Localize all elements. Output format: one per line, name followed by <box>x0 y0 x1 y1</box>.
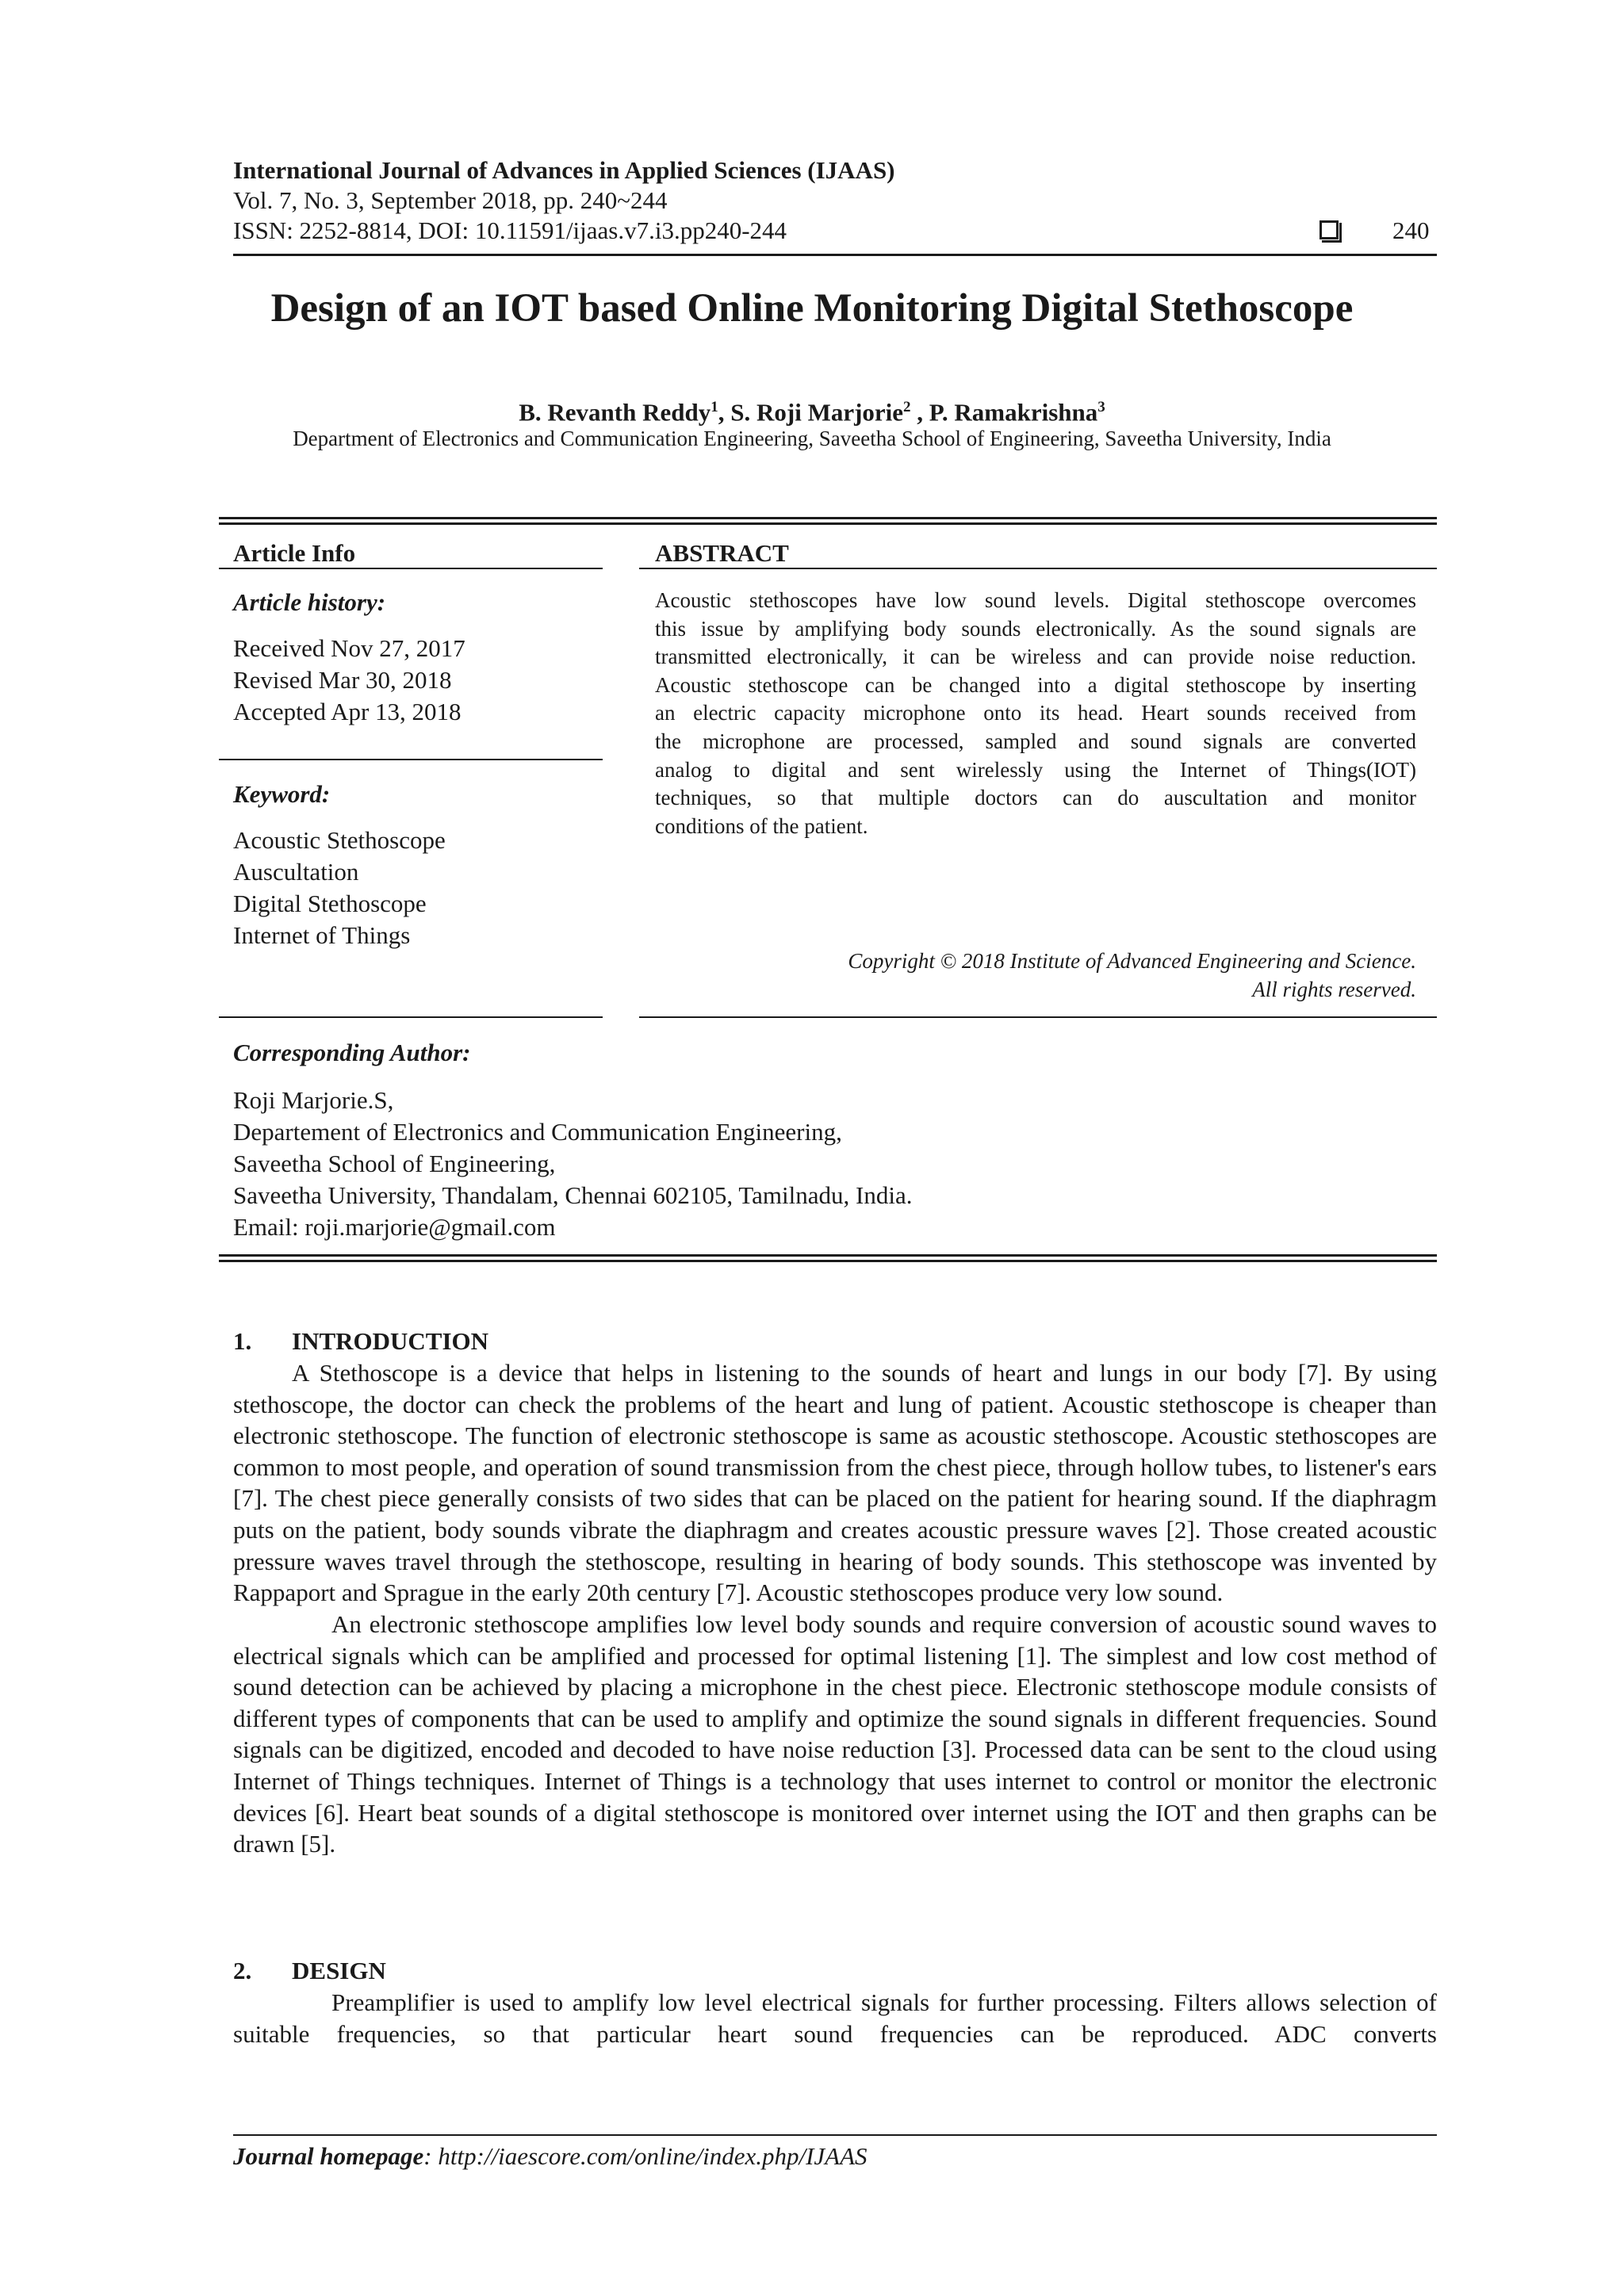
journal-homepage-url[interactable]: : http://iaescore.com/online/index.php/IJAAS <box>423 2142 868 2170</box>
design-paragraph: Preamplifier is used to amplify low level electrical signals for further processing. Filters allows selection of suitable frequencies, so that particular heart sound frequencies can be reproduced. ADC converts <box>233 1988 1437 2048</box>
page-number: 240 <box>1392 216 1430 244</box>
copyright-line: All rights reserved. <box>1252 978 1416 1001</box>
history-revised: Revised Mar 30, 2018 <box>233 666 452 694</box>
section-title: DESIGN <box>292 1957 386 1984</box>
abstract-line: this issue by amplifying body sounds electronically. As the sound signals are <box>655 616 1416 641</box>
introduction-heading <box>233 1326 488 1357</box>
paper-title: Design of an IOT based Online Monitoring Digital Stethoscope <box>270 286 1354 331</box>
corresponding-author-name: Roji Marjorie.S, <box>233 1086 394 1114</box>
abstract-text <box>655 587 1416 840</box>
journal-homepage <box>233 2141 868 2172</box>
author-name: B. Revanth Reddy <box>519 398 711 427</box>
section-number: 1. <box>233 1327 252 1355</box>
affiliation: Department of Electronics and Communication Engineering, Saveetha School of Engineering, Saveetha University, India <box>293 427 1331 450</box>
abstract-heading: ABSTRACT <box>655 539 789 567</box>
author-affiliation-mark: 2 <box>903 399 911 415</box>
corresponding-author-email: Email: roji.marjorie@gmail.com <box>233 1213 556 1241</box>
copyright-line: Copyright © 2018 Institute of Advanced Engineering and Science. <box>848 949 1416 973</box>
journal-title: International Journal of Advances in Applied Sciences (IJAAS) <box>233 156 895 184</box>
corresponding-author-address: Saveetha University, Thandalam, Chennai 602105, Tamilnadu, India. <box>233 1181 913 1209</box>
design-heading <box>233 1955 386 1987</box>
info-box-bottom-rule <box>219 1260 1437 1262</box>
keyword-heading: Keyword: <box>233 780 331 808</box>
corresponding-author-school: Saveetha School of Engineering, <box>233 1150 556 1177</box>
article-history-list <box>233 633 465 728</box>
history-received: Received Nov 27, 2017 <box>233 634 465 662</box>
keyword-item: Internet of Things <box>233 921 411 949</box>
corresponding-author-heading: Corresponding Author: <box>233 1039 471 1066</box>
author-name: S. Roji Marjorie <box>730 398 904 427</box>
journal-volume: Vol. 7, No. 3, September 2018, pp. 240~244 <box>233 186 668 214</box>
abstract-line: Acoustic stethoscopes have low sound levels. Digital stethoscope overcomes <box>655 588 1416 612</box>
info-box-top-rule <box>219 522 1437 525</box>
abstract-line: analog to digital and sent wirelessly using the Internet of Things(IOT) <box>655 757 1416 782</box>
abstract-line: conditions of the patient. <box>655 813 868 838</box>
keyword-list <box>233 825 446 951</box>
info-box-top-rule <box>219 517 1437 519</box>
section-title: INTRODUCTION <box>292 1327 489 1355</box>
corresponding-author-details <box>233 1085 912 1243</box>
author-affiliation-mark: 1 <box>710 399 718 415</box>
page-box-icon <box>1320 220 1339 239</box>
abstract-line: Acoustic stethoscope can be changed into a digital stethoscope by inserting <box>655 672 1416 697</box>
article-info-rule <box>219 1016 603 1018</box>
abstract-line: techniques, so that multiple doctors can do auscultation and monitor <box>655 786 1416 810</box>
article-info-rule <box>219 759 603 760</box>
corresponding-author-dept: Departement of Electronics and Communication Engineering, <box>233 1118 842 1146</box>
author-affiliation-mark: 3 <box>1097 399 1105 415</box>
abstract-line: an electric capacity microphone onto its head. Heart sounds received from <box>655 701 1416 725</box>
article-history-heading: Article history: <box>233 588 386 616</box>
abstract-line: the microphone are processed, sampled and sound signals are converted <box>655 729 1416 753</box>
author-name: P. Ramakrishna <box>929 398 1098 427</box>
keyword-item: Acoustic Stethoscope <box>233 826 446 854</box>
authors-line: B. Revanth Reddy$^1$, S. Roji Marjorie$^2$ , P. Ramakrishna$^3$ <box>519 398 1105 427</box>
abstract-rule <box>639 1016 1437 1018</box>
article-info-heading: Article Info <box>233 539 356 567</box>
section-number: 2. <box>233 1957 252 1984</box>
introduction-paragraph: An electronic stethoscope amplifies low level body sounds and require conversion of acoustic sound waves to electrical signals which can be amplified and processed for optimal listening [1]. The simplest and low cost method of sound detection can be achieved by placing a microphone in the chest piece. Electronic stethoscope module consists of different types of components that can be used to amplify and optimize the sound signals in different frequencies. Sound signals can be digitized, encoded and decoded to have noise reduction [3]. Processed data can be sent to the cloud using Internet of Things techniques. Internet of Things is a technology that uses internet to control or monitor the electronic devices [6]. Heart beat sounds of a digital stethoscope is monitored over internet using the IOT and then graphs can be drawn [5]. <box>233 1610 1437 1858</box>
abstract-line: transmitted electronically, it can be wireless and can provide noise reduction. <box>655 645 1416 669</box>
journal-issn-doi: ISSN: 2252-8814, DOI: 10.11591/ijaas.v7.i3.pp240-244 <box>233 216 787 244</box>
footer-rule <box>233 2134 1437 2136</box>
history-accepted: Accepted Apr 13, 2018 <box>233 698 462 725</box>
keyword-item: Auscultation <box>233 858 359 886</box>
info-box-bottom-rule <box>219 1254 1437 1257</box>
keyword-item: Digital Stethoscope <box>233 890 427 917</box>
copyright-notice <box>655 947 1416 1004</box>
journal-homepage-label: Journal homepage <box>233 2142 424 2170</box>
header-rule <box>233 254 1437 256</box>
introduction-paragraph: A Stethoscope is a device that helps in listening to the sounds of heart and lungs in our body [7]. By using stethoscope, the doctor can check the problems of the heart and lung of patient. Acoustic stethoscope is cheaper than electronic stethoscope. The function of electronic stethoscope is same as acoustic stethoscope. Acoustic stethoscopes are common to most people, and operation of sound transmission from the chest piece, through hollow tubes, to listener's ears [7]. The chest piece generally consists of two sides that can be placed on the patient for hearing sound. If the diaphragm puts on the patient, body sounds vibrate the diaphragm and creates acoustic pressure waves [2]. Those created acoustic pressure waves travel through the stethoscope, resulting in hearing of body sounds. This stethoscope was invented by Rappaport and Sprague in the early 20th century [7]. Acoustic stethoscopes produce very low sound. <box>233 1359 1437 1607</box>
